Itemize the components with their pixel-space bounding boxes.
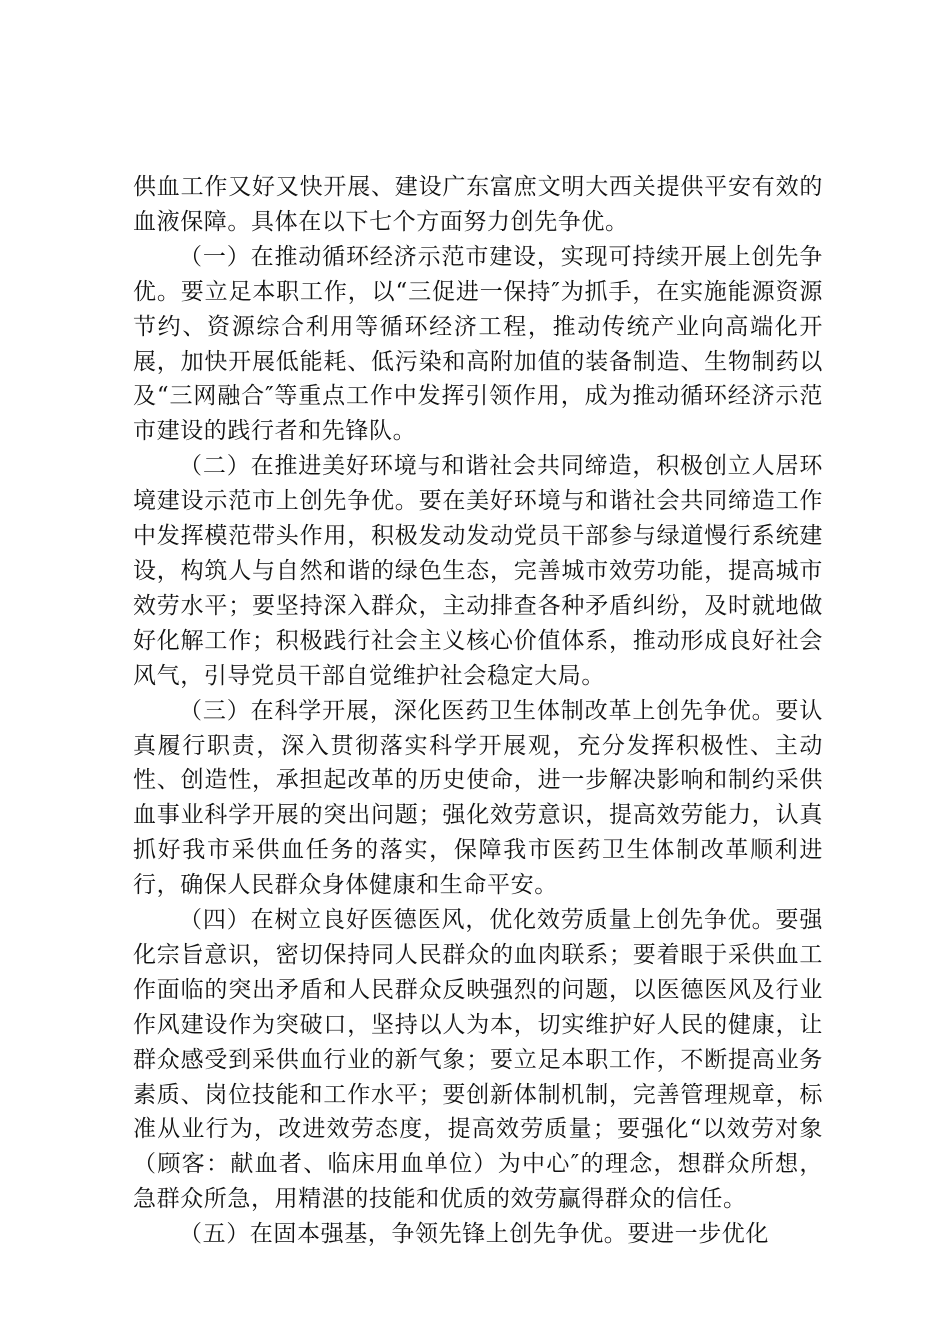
paragraph-item-3: （三）在科学开展，深化医药卫生体制改革上创先争优。要认真履行职责，深入贯彻落实科学开展观，充分发挥积极性、主动性、创造性，承担起改革的历史使命，进一步解决影响和制约采供血事业科学开展的突出问题；强化效劳意识，提高效劳能力，认真抓好我市采供血任务的落实，保障我市医药卫生体制改革顺利进行，确保人民群众身体健康和生命平安。 — [133, 697, 823, 899]
paragraph-continuation: 供血工作又好又快开展、建设广东富庶文明大西关提供平安有效的血液保障。具体在以下七个方面努力创先争优。 — [133, 174, 823, 235]
paragraph-item-5: （五）在固本强基，争领先锋上创先争优。要进一步优化 — [179, 1221, 769, 1248]
paragraph-item-1: （一）在推动循环经济示范市建设，实现可持续开展上创先争优。要立足本职工作，以“三促进一保持″为抓手，在实施能源资源节约、资源综合利用等循环经济工程，推动传统产业向高端化开展，加快开展低能耗、低污染和高附加值的装备制造、生物制药以及“三网融合″等重点工作中发挥引领作用，成为推动循环经济示范市建设的践行者和先锋队。 — [133, 243, 823, 445]
paragraph-item-2: （二）在推进美好环境与和谐社会共同缔造，积极创立人居环境建设示范市上创先争优。要在美好环境与和谐社会共同缔造工作中发挥模范带头作用，积极发动发动党员干部参与绿道慢行系统建设，构筑人与自然和谐的绿色生态，完善城市效劳功能，提高城市效劳水平；要坚持深入群众，主动排查各种矛盾纠纷，及时就地做好化解工作；积极践行社会主义核心价值体系，推动形成良好社会风气，引导党员干部自觉维护社会稳定大局。 — [133, 453, 823, 689]
paragraph-item-4: （四）在树立良好医德医风，优化效劳质量上创先争优。要强化宗旨意识，密切保持同人民群众的血肉联系；要着眼于采供血工作面临的突出矛盾和人民群众反映强烈的问题，以医德医风及行业作风建设作为突破口，坚持以人为本，切实维护好人民的健康，让群众感受到采供血行业的新气象；要立足本职工作，不断提高业务素质、岗位技能和工作水平；要创新体制机制，完善管理规章，标准从业行为，改进效劳态度，提高效劳质量；要强化“以效劳对象（顾客：献血者、临床用血单位）为中心″的理念，想群众所想，急群众所急，用精湛的技能和优质的效劳赢得群众的信任。 — [133, 907, 823, 1213]
document-body — [133, 170, 823, 1252]
